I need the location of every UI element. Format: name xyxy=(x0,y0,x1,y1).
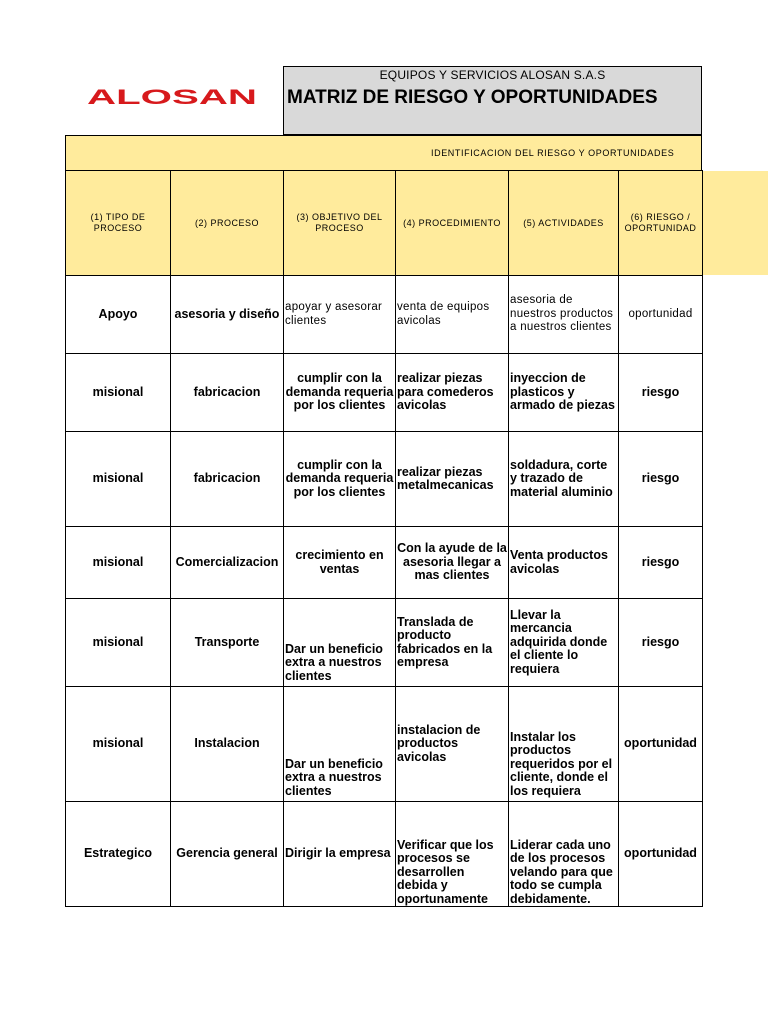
cell-riesgo: riesgo xyxy=(619,527,703,599)
cell-procedimiento: instalacion de productos avicolas xyxy=(396,687,509,802)
cell-actividades: Llevar la mercancia adquirida donde el cliente lo requiera xyxy=(509,599,619,687)
cell-objetivo: Dar un beneficio extra a nuestros clientes xyxy=(284,599,396,687)
cell-proceso: asesoria y diseño xyxy=(171,276,284,354)
cell-proceso: Instalacion xyxy=(171,687,284,802)
cell-actividades: soldadura, corte y trazado de material aluminio xyxy=(509,432,619,527)
table-row xyxy=(66,802,703,907)
table-row xyxy=(66,687,703,802)
cell-procedimiento: Con la ayude de la asesoria llegar a mas clientes xyxy=(396,527,509,599)
cell-tipo: Apoyo xyxy=(66,276,171,354)
company-logo xyxy=(86,86,258,108)
table-row xyxy=(66,599,703,687)
column-header-proceso: (2) PROCESO xyxy=(171,171,284,276)
cell-riesgo: riesgo xyxy=(619,354,703,432)
risk-matrix-table xyxy=(65,170,703,907)
cell-procedimiento: realizar piezas para comederos avicolas xyxy=(396,354,509,432)
cell-actividades: Liderar cada uno de los procesos velando para que todo se cumpla debidamente. xyxy=(509,802,619,907)
cell-tipo: Estrategico xyxy=(66,802,171,907)
cell-actividades: inyeccion de plasticos y armado de piezas xyxy=(509,354,619,432)
table-row xyxy=(66,354,703,432)
cell-procedimiento: Translada de producto fabricados en la empresa xyxy=(396,599,509,687)
cell-proceso: fabricacion xyxy=(171,432,284,527)
table-row xyxy=(66,276,703,354)
cell-tipo: misional xyxy=(66,527,171,599)
svg-text:ALOSAN: ALOSAN xyxy=(87,86,257,108)
cell-objetivo: Dar un beneficio extra a nuestros clientes xyxy=(284,687,396,802)
table-header-row xyxy=(66,171,703,276)
cell-riesgo: riesgo xyxy=(619,432,703,527)
cell-tipo: misional xyxy=(66,599,171,687)
column-header-objetivo: (3) OBJETIVO DEL PROCESO xyxy=(284,171,396,276)
cell-procedimiento: venta de equipos avicolas xyxy=(396,276,509,354)
cell-riesgo: riesgo xyxy=(619,599,703,687)
section-heading: IDENTIFICACION DEL RIESGO Y OPORTUNIDADES xyxy=(65,135,702,171)
cell-riesgo: oportunidad xyxy=(619,276,703,354)
column-header-tipo: (1) TIPO DE PROCESO xyxy=(66,171,171,276)
column-header-procedimiento: (4) PROCEDIMIENTO xyxy=(396,171,509,276)
cell-riesgo: oportunidad xyxy=(619,687,703,802)
cell-objetivo: apoyar y asesorar clientes xyxy=(284,276,396,354)
logo-graphic xyxy=(86,86,258,108)
cell-proceso: Gerencia general xyxy=(171,802,284,907)
document-title: MATRIZ DE RIESGO Y OPORTUNIDADES xyxy=(283,84,702,135)
cell-tipo: misional xyxy=(66,432,171,527)
cell-tipo: misional xyxy=(66,687,171,802)
table-row xyxy=(66,527,703,599)
column-header-actividades: (5) ACTIVIDADES xyxy=(509,171,619,276)
cell-actividades: Instalar los productos requeridos por el cliente, donde el los requiera xyxy=(509,687,619,802)
cell-objetivo: Dirigir la empresa xyxy=(284,802,396,907)
cell-actividades: asesoria de nuestros productos a nuestros clientes xyxy=(509,276,619,354)
cell-proceso: Transporte xyxy=(171,599,284,687)
table-row xyxy=(66,432,703,527)
cell-proceso: fabricacion xyxy=(171,354,284,432)
cell-proceso: Comercializacion xyxy=(171,527,284,599)
column-header-riesgo: (6) RIESGO / OPORTUNIDAD xyxy=(619,171,703,276)
company-name: EQUIPOS Y SERVICIOS ALOSAN S.A.S xyxy=(283,66,702,85)
cell-tipo: misional xyxy=(66,354,171,432)
cell-actividades: Venta productos avicolas xyxy=(509,527,619,599)
header-fill-extension xyxy=(702,171,768,275)
cell-objetivo: crecimiento en ventas xyxy=(284,527,396,599)
cell-riesgo: oportunidad xyxy=(619,802,703,907)
cell-procedimiento: realizar piezas metalmecanicas xyxy=(396,432,509,527)
cell-objetivo: cumplir con la demanda requeria por los clientes xyxy=(284,432,396,527)
cell-objetivo: cumplir con la demanda requeria por los clientes xyxy=(284,354,396,432)
cell-procedimiento: Verificar que los procesos se desarrollen debida y oportunamente xyxy=(396,802,509,907)
